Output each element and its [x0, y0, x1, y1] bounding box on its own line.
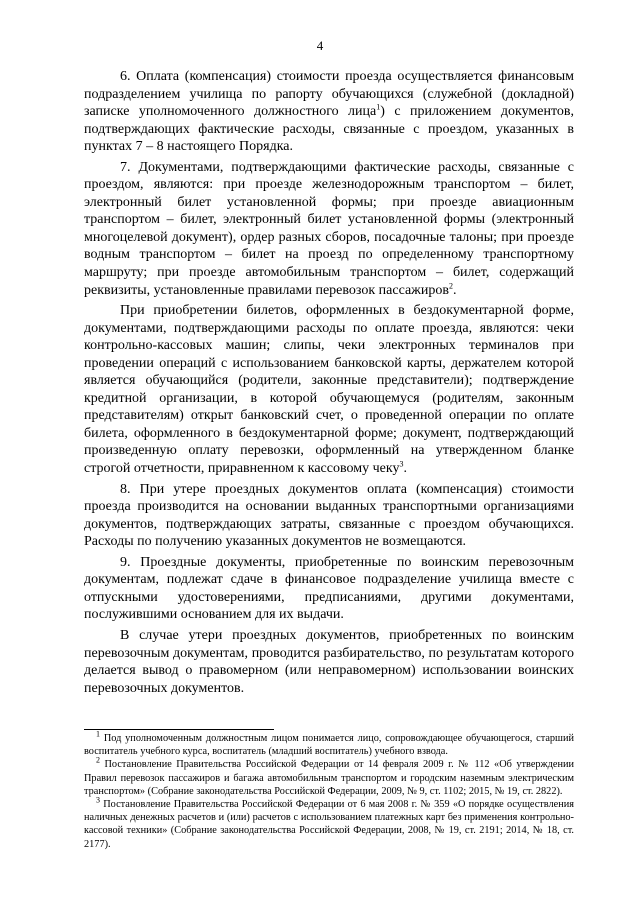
footnote-ref-2: 2 — [448, 280, 453, 290]
footnote-text: Под уполномоченным должностным лицом понимается лицо, сопровождающее обучающегося, старший воспитатель учебного курса, воспитатель (младший воспитатель) учебного взвода. — [84, 733, 574, 758]
paragraph-text-after: . — [403, 461, 407, 477]
footnote-2 — [84, 755, 574, 798]
paragraph-7 — [84, 159, 574, 299]
paragraph-text: При приобретении билетов, оформленных в бездокументарной форме, документами, подтверждающими расходы по оплате проезда, являются: чеки контрольно-кассовых машин; слипы, чеки электронных терминалов при проведении операций с использованием банковской карты, держателем которой является обучающийся (родители, законные представители); подтверждение кредитной организации, в которой обучающемуся (родителям, законным представителям) открыт банковский счет, о проведенной операции по оплате билета, оформленного в бездокументарной форме; документ, подтверждающий произведенную оплату перевозки, оформленный на утвержденном бланке строгой отчетности, приравненном к кассовому чеку — [84, 303, 574, 477]
footnotes — [84, 729, 574, 851]
paragraph-9 — [84, 554, 574, 624]
body-text — [84, 68, 574, 697]
footnote-1 — [84, 729, 574, 758]
paragraph-7-continued — [84, 302, 574, 477]
footnote-3 — [84, 795, 574, 851]
paragraph-text: 8. При утере проездных документов оплата (компенсация) стоимости проезда производится на основании выданных транспортными организациями документов, подтверждающих затраты, связанные с проездом обучающихся. Расходы по получению указанных документов не возмещаются. — [84, 481, 574, 550]
paragraph-text-after: . — [452, 282, 457, 298]
page-number: 4 — [316, 38, 324, 53]
paragraph-text: 7. Документами, подтверждающими фактические расходы, связанные с проездом, являются: при проезде железнодорожным транспортом – билет, электронный билет установленной формы; при проезде авиационным транспортом – билет, электронный билет установленной формы (электронный многоцелевой документ), ордер разных сборов, посадочные талоны; при проезде водным транспортом – билет на проезд по определенному транспортному маршруту; при проезде автомобильным транспортом – билет, содержащий реквизиты, установленные правилами перевозок пассажиров — [84, 159, 574, 298]
paragraph-9-continued — [84, 627, 574, 697]
footnote-mark: 2 — [96, 755, 100, 765]
paragraph-6 — [84, 68, 574, 156]
footnote-mark: 3 — [96, 795, 100, 805]
paragraph-text: 6. Оплата (компенсация) стоимости проезда осуществляется финансовым подразделением училища по рапорту обучающихся (служебной (докладной) записке уполномоченного должностного лица — [84, 69, 574, 120]
footnote-separator — [84, 729, 274, 730]
paragraph-text: В случае утери проездных документов, приобретенных по воинским перевозочным документам, проводится разбирательство, по результатам которого делается вывод о правомерном (или неправомерном) использовании воинских перевозочных документов. — [84, 627, 574, 696]
footnote-mark: 1 — [96, 729, 100, 739]
paragraph-8 — [84, 481, 574, 551]
paragraph-text: 9. Проездные документы, приобретенные по воинским перевозочным документам, подлежат сдаче в финансовое подразделение училища вместе с отпускными удостоверениями, предписаниями, другими документами, послужившими основанием для их выдачи. — [84, 554, 574, 623]
footnote-text: Постановление Правительства Российской Федерации от 6 мая 2008 г. № 359 «О порядке осуществления наличных денежных расчетов и (или) расчетов с использованием платежных карт без применения контрольно-кассовой техники» (Собрание законодательства Российской Федерации, 2008, № 19, ст. 2191; 2014, № 18, ст. 2177). — [84, 799, 574, 850]
footnote-text: Постановление Правительства Российской Федерации от 14 февраля 2009 г. № 112 «Об утверждении Правил перевозок пассажиров и багажа автомобильным транспортом и городским наземным электрическим транспортом» (Собрание законодательства Российской Федерации, 2009, № 9, ст. 1102; 2015, № 19, ст. 2822). — [84, 759, 574, 797]
footnote-ref-1: 1 — [376, 102, 381, 112]
footnote-ref-3: 3 — [399, 459, 404, 469]
paragraph-text-after: ) с приложением документов, подтверждающих фактические расходы, связанные с проездом, указанных в пунктах 7 – 8 настоящего Порядка. — [84, 104, 574, 155]
